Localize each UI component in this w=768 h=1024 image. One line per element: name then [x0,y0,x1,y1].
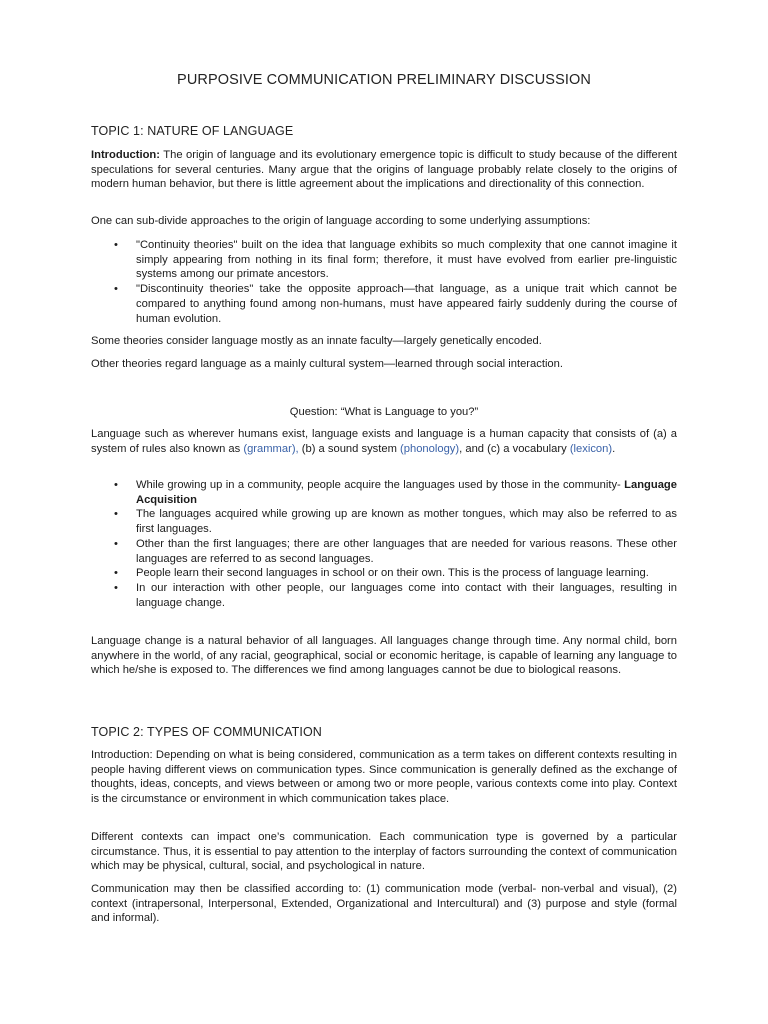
acquisition-point-text: The languages acquired while growing up are known as mother tongues, which may also be referred to as first languages. [136,508,677,536]
definition-text: Language such as wherever humans exist, language exists and language is a human capacity that consists of (a) a system of rules also known as [91,428,677,455]
acquisition-point-text: Other than the first languages; there are other languages that are needed for various reasons. These other languages are referred to as second languages. [136,537,677,565]
contexts-paragraph: Different contexts can impact one’s communication. Each communication type is governed by a particular circumstance. Thus, it is essential to pay attention to the interplay of factors surrounding the context of communication which may be physical, cultural, social, and psychological in nature. [91,831,677,873]
list-item [91,282,677,326]
definition-text: (b) a sound system [298,442,401,455]
subdivide-paragraph: One can sub-divide approaches to the origin of language according to some underlying assumptions: [91,215,591,227]
question-line: Question: “What is Language to you?” [289,406,479,418]
bullet-icon: • [114,508,118,521]
topic-2-heading: TOPIC 2: TYPES OF COMMUNICATION [91,725,322,739]
topic-1-introduction [91,148,677,192]
continuity-theory-text: "Continuity theories" built on the idea that language exhibits so much complexity that one cannot imagine it simply appearing from nothing in its final form; therefore, it must have evolved from earlier pre-linguistic systems among our primate ancestors. [136,239,677,281]
introduction-label: Introduction: [91,149,160,161]
bullet-icon: • [114,537,118,550]
lexicon-term: (lexicon) [569,442,613,455]
acquisition-point-text: In our interaction with other people, our languages come into contact with their languages, resulting in language change. [136,581,677,609]
theories-list [91,238,677,326]
bullet-icon: • [114,479,118,491]
topic-1-heading: TOPIC 1: NATURE OF LANGUAGE [91,124,294,138]
topic-2-introduction: Introduction: Depending on what is being considered, communication as a term takes on different contexts resulting in people having different views on communication types. Since communication is generally defined as the exchange of thoughts, ideas, concepts, and views between or among two or more people, various contexts come into play. Context is the circumstance or environment in which communication takes place. [91,749,677,806]
bullet-icon: • [114,581,118,594]
bullet-icon: • [114,239,118,251]
document-title: PURPOSIVE COMMUNICATION PRELIMINARY DISCUSSION [177,72,591,88]
innate-paragraph: Some theories consider language mostly as an innate faculty—largely genetically encoded. [91,335,542,347]
language-change-paragraph: Language change is a natural behavior of all languages. All languages change through time. Any normal child, born anywhere in the world, of any racial, geographical, social or economic heritage, is capable of learning any language to which he/she is exposed to. The differences we find among languages cannot be due to biological reasons. [91,635,677,677]
acquisition-point-text: While growing up in a community, people acquire the languages used by those in the community- [136,479,625,491]
acquisition-point-text: People learn their second languages in school or on their own. This is the process of language learning. [136,567,649,580]
bullet-icon: • [114,283,118,296]
list-item [91,537,677,566]
introduction-text: The origin of language and its evolutionary emergence topic is difficult to study because of the different speculations for several centuries. Many argue that the origins of language probably relate closely to the origins of modern human behavior, but there is little agreement about the implications and directionality of this connection. [91,149,677,191]
list-item [91,238,677,282]
language-acquisition-term: Language Acquisition [136,479,677,506]
grammar-term: (grammar), [243,442,299,455]
discontinuity-theory-text: "Discontinuity theories" take the opposite approach—that language, as a unique trait which cannot be compared to anything found among non-humans, must have appeared fairly suddenly during the course of human evolution. [136,283,677,325]
acquisition-list [91,478,677,610]
list-item [91,507,677,536]
list-item [91,581,677,610]
language-definition-paragraph [91,427,677,456]
bullet-icon: • [114,567,118,580]
classification-paragraph: Communication may then be classified according to: (1) communication mode (verbal- non-verbal and visual), (2) context (intrapersonal, Interpersonal, Extended, Organizational and Intercultural) and (3) purpose and style (formal and informal). [91,883,677,925]
list-item [91,478,677,507]
phonology-term: (phonology) [400,442,460,455]
list-item [91,566,677,581]
definition-text: . [612,442,616,455]
cultural-paragraph: Other theories regard language as a mainly cultural system—learned through social interaction. [91,358,563,370]
definition-text: , and (c) a vocabulary [459,442,570,455]
